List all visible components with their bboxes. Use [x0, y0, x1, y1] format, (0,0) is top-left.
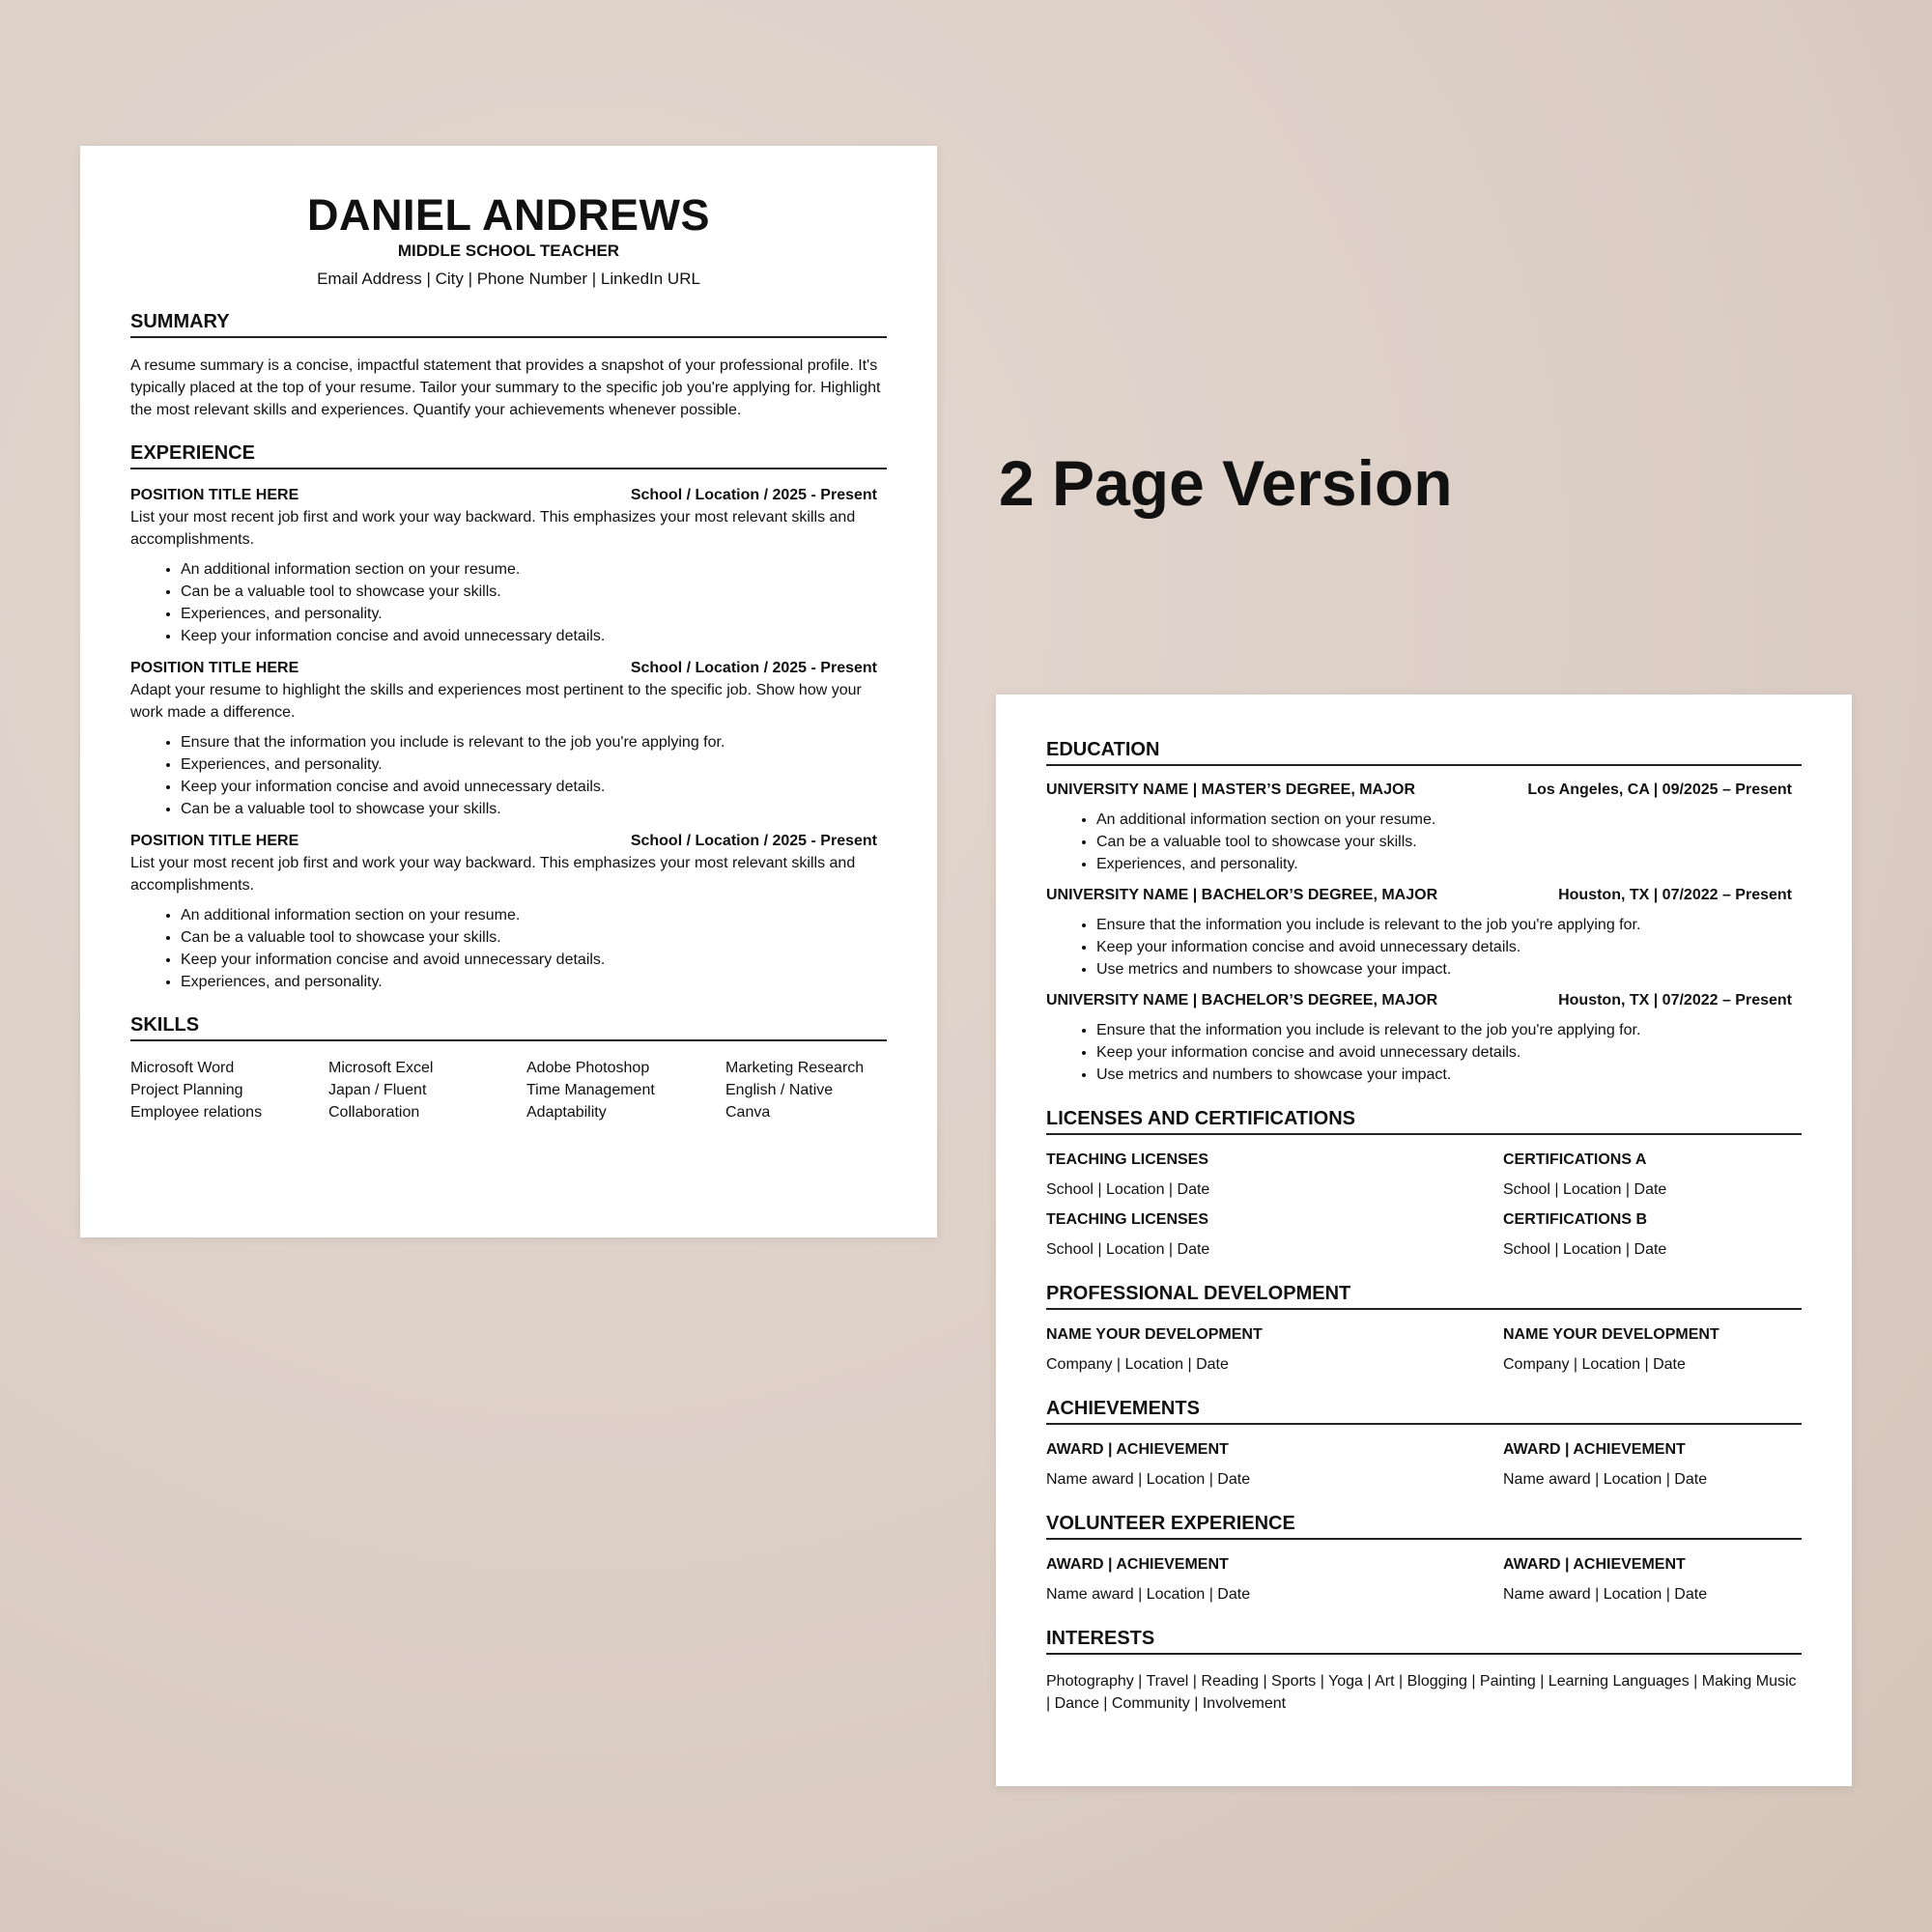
bullet-item: • Experiences, and personality.	[1096, 853, 1802, 875]
edu-school: UNIVERSITY NAME | BACHELOR’S DEGREE, MAJOR	[1046, 887, 1438, 903]
item-sub: School | Location | Date	[1046, 1241, 1210, 1258]
job-description: List your most recent job first and work your way backward. This emphasizes your most relevant skills and accomplishments.	[130, 509, 856, 548]
license-item	[1046, 1135, 1503, 1201]
skill-item: Japan / Fluent	[328, 1082, 427, 1098]
license-item	[1503, 1135, 1802, 1201]
bullet-item: • Use metrics and numbers to showcase your impact.	[1096, 958, 1802, 980]
skill-item: Collaboration	[328, 1104, 420, 1121]
bullet-item: • An additional information section on your resume.	[1096, 809, 1802, 831]
job-position: POSITION TITLE HERE	[130, 660, 299, 676]
item-sub: School | Location | Date	[1503, 1241, 1667, 1258]
job-entry	[130, 658, 887, 820]
interests-section	[1046, 1626, 1802, 1715]
job-description: Adapt your resume to highlight the skills and experiences most pertinent to the specific job. Show how your work made a difference.	[130, 682, 862, 721]
licenses-grid	[1046, 1135, 1802, 1261]
skills-column	[526, 1057, 725, 1123]
bullet-item: • Keep your information concise and avoid unnecessary details.	[181, 776, 887, 798]
skill-item: English / Native	[725, 1082, 834, 1098]
achievements-grid	[1046, 1425, 1802, 1491]
skill-item: Microsoft Word	[130, 1060, 235, 1076]
item-title: AWARD | ACHIEVEMENT	[1503, 1556, 1686, 1573]
item-sub: Name award | Location | Date	[1503, 1471, 1708, 1488]
experience-section	[130, 440, 887, 993]
edu-bullets	[1046, 809, 1802, 875]
item-title: AWARD | ACHIEVEMENT	[1503, 1441, 1686, 1458]
skill-item: Microsoft Excel	[328, 1060, 434, 1076]
item-sub: Name award | Location | Date	[1046, 1586, 1251, 1603]
contact-line: Email Address | City | Phone Number | LinkedIn URL	[317, 270, 700, 288]
bullet-item: • Can be a valuable tool to showcase your skills.	[181, 798, 887, 820]
item-sub: Name award | Location | Date	[1046, 1471, 1251, 1488]
bullet-item: • An additional information section on your resume.	[181, 904, 887, 926]
item-title: TEACHING LICENSES	[1046, 1211, 1209, 1228]
item-title: TEACHING LICENSES	[1046, 1151, 1209, 1168]
section-title: EDUCATION	[1046, 737, 1802, 766]
skill-item: Marketing Research	[725, 1060, 865, 1076]
section-title: LICENSES AND CERTIFICATIONS	[1046, 1106, 1802, 1135]
development-section	[1046, 1281, 1802, 1376]
summary-text: A resume summary is a concise, impactful statement that provides a snapshot of your professional profile. It's typically placed at the top of your resume. Tailor your summary to the specific job you're applying for. Highlight the most relevant skills and experiences. Quantify your achievements whenever possible.	[130, 357, 881, 418]
skills-column	[130, 1057, 328, 1123]
edu-bullets	[1046, 1019, 1802, 1086]
item-sub: Name award | Location | Date	[1503, 1586, 1708, 1603]
job-entry	[130, 831, 887, 993]
item-title: CERTIFICATIONS B	[1503, 1211, 1648, 1228]
bullet-item: • Can be a valuable tool to showcase your skills.	[181, 581, 887, 603]
job-meta: School / Location / 2025 - Present	[630, 487, 877, 503]
volunteer-grid	[1046, 1540, 1802, 1605]
bullet-item: • Experiences, and personality.	[181, 971, 887, 993]
section-title: ACHIEVEMENTS	[1046, 1396, 1802, 1425]
skill-item: Project Planning	[130, 1082, 243, 1098]
bullet-item: • An additional information section on your resume.	[181, 558, 887, 581]
section-title: SUMMARY	[130, 309, 887, 338]
bullet-item: • Keep your information concise and avoid unnecessary details.	[181, 949, 887, 971]
summary-section	[130, 309, 887, 421]
bullet-item: • Can be a valuable tool to showcase your skills.	[181, 926, 887, 949]
job-bullets	[130, 558, 887, 647]
candidate-role: MIDDLE SCHOOL TEACHER	[397, 242, 620, 260]
edu-school: UNIVERSITY NAME | MASTER’S DEGREE, MAJOR	[1046, 781, 1416, 798]
skill-item: Time Management	[526, 1082, 655, 1098]
achievement-item	[1503, 1425, 1802, 1491]
skills-column	[328, 1057, 526, 1123]
license-item	[1046, 1201, 1503, 1261]
achievement-item	[1046, 1425, 1503, 1491]
development-grid	[1046, 1310, 1802, 1376]
section-title: PROFESSIONAL DEVELOPMENT	[1046, 1281, 1802, 1310]
skill-item: Canva	[725, 1104, 771, 1121]
edu-school: UNIVERSITY NAME | BACHELOR’S DEGREE, MAJOR	[1046, 992, 1438, 1009]
job-bullets	[130, 731, 887, 820]
job-bullets	[130, 904, 887, 993]
volunteer-item	[1503, 1540, 1802, 1605]
resume-page-2	[996, 695, 1852, 1786]
item-sub: School | Location | Date	[1046, 1181, 1210, 1198]
volunteer-item	[1046, 1540, 1503, 1605]
skill-item: Adaptability	[526, 1104, 607, 1121]
section-title: VOLUNTEER EXPERIENCE	[1046, 1511, 1802, 1540]
skills-grid	[130, 1057, 887, 1123]
bullet-item: • Keep your information concise and avoid unnecessary details.	[1096, 936, 1802, 958]
section-title: EXPERIENCE	[130, 440, 887, 469]
item-sub: Company | Location | Date	[1046, 1356, 1229, 1373]
skill-item: Employee relations	[130, 1104, 263, 1121]
version-headline: 2 Page Version	[999, 447, 1453, 519]
education-entry	[1046, 885, 1802, 980]
job-position: POSITION TITLE HERE	[130, 833, 299, 849]
skill-item: Adobe Photoshop	[526, 1060, 650, 1076]
skills-section	[130, 1012, 887, 1123]
item-title: CERTIFICATIONS A	[1503, 1151, 1647, 1168]
job-meta: School / Location / 2025 - Present	[630, 833, 877, 849]
education-section	[1046, 737, 1802, 1086]
item-title: NAME YOUR DEVELOPMENT	[1503, 1326, 1719, 1343]
skills-column	[725, 1057, 887, 1123]
education-entry	[1046, 990, 1802, 1086]
section-title: SKILLS	[130, 1012, 887, 1041]
edu-meta: Houston, TX | 07/2022 – Present	[1558, 992, 1792, 1009]
bullet-item: • Experiences, and personality.	[181, 753, 887, 776]
education-entry	[1046, 780, 1802, 875]
item-title: NAME YOUR DEVELOPMENT	[1046, 1326, 1263, 1343]
licenses-section	[1046, 1106, 1802, 1261]
job-meta: School / Location / 2025 - Present	[630, 660, 877, 676]
bullet-item: • Ensure that the information you include is relevant to the job you're applying for.	[1096, 1019, 1802, 1041]
item-title: AWARD | ACHIEVEMENT	[1046, 1556, 1229, 1573]
candidate-name: DANIEL ANDREWS	[306, 190, 710, 240]
job-description: List your most recent job first and work your way backward. This emphasizes your most relevant skills and accomplishments.	[130, 855, 856, 894]
bullet-item: • Ensure that the information you include is relevant to the job you're applying for.	[1096, 914, 1802, 936]
bullet-item: • Keep your information concise and avoid unnecessary details.	[1096, 1041, 1802, 1064]
interests-text: Photography | Travel | Reading | Sports | Yoga | Art | Blogging | Painting | Learning Languages | Making Music | Dance | Community | Involvement	[1046, 1673, 1797, 1712]
bullet-item: • Use metrics and numbers to showcase your impact.	[1096, 1064, 1802, 1086]
item-title: AWARD | ACHIEVEMENT	[1046, 1441, 1229, 1458]
job-list	[130, 485, 887, 993]
resume-page-1	[80, 146, 937, 1237]
development-item	[1046, 1310, 1503, 1376]
development-item	[1503, 1310, 1802, 1376]
section-title: INTERESTS	[1046, 1626, 1802, 1655]
bullet-item: • Can be a valuable tool to showcase your skills.	[1096, 831, 1802, 853]
job-entry	[130, 485, 887, 647]
job-position: POSITION TITLE HERE	[130, 487, 299, 503]
bullet-item: • Ensure that the information you include is relevant to the job you're applying for.	[181, 731, 887, 753]
volunteer-section	[1046, 1511, 1802, 1605]
license-item	[1503, 1201, 1802, 1261]
edu-meta: Los Angeles, CA | 09/2025 – Present	[1527, 781, 1792, 798]
bullet-item: • Keep your information concise and avoid unnecessary details.	[181, 625, 887, 647]
edu-meta: Houston, TX | 07/2022 – Present	[1558, 887, 1792, 903]
achievements-section	[1046, 1396, 1802, 1491]
edu-bullets	[1046, 914, 1802, 980]
item-sub: Company | Location | Date	[1503, 1356, 1686, 1373]
item-sub: School | Location | Date	[1503, 1181, 1667, 1198]
bullet-item: • Experiences, and personality.	[181, 603, 887, 625]
